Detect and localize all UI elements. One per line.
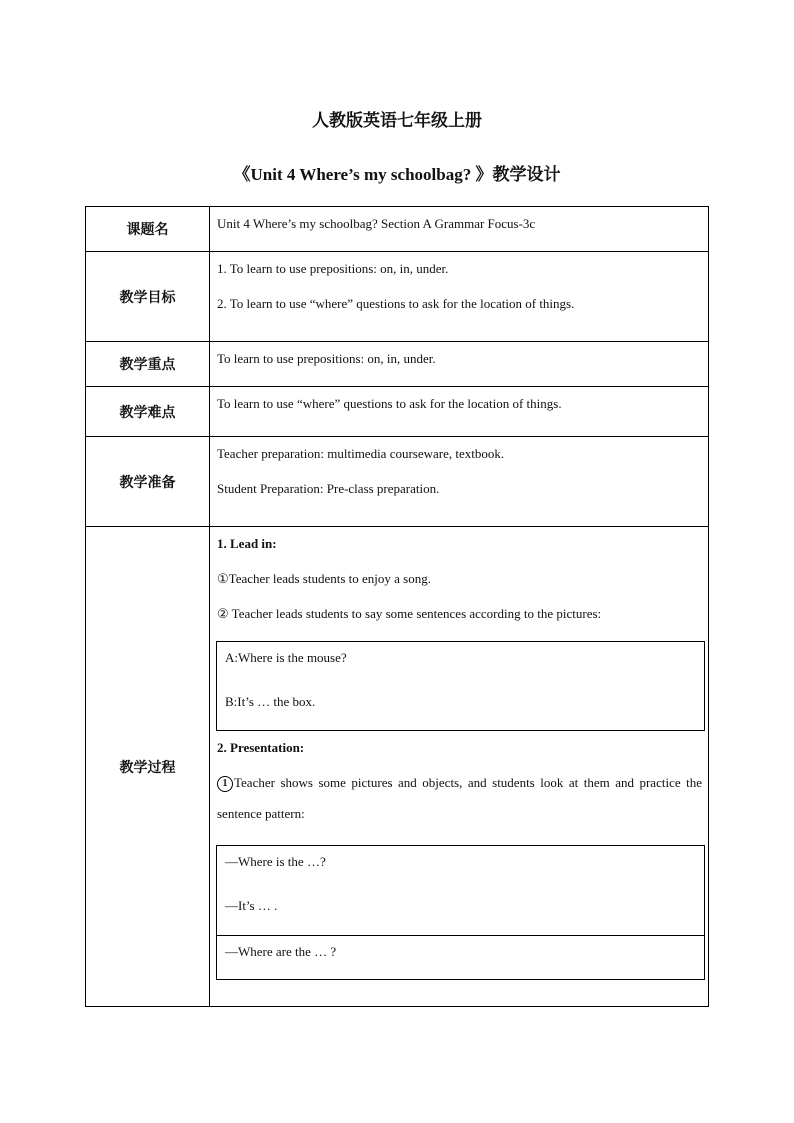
subtitle-chinese: 教学设计: [492, 165, 561, 185]
row-content-objectives: [210, 252, 709, 342]
document-subtitle: [0, 160, 794, 185]
row-label-process: 教学过程: [86, 527, 210, 1007]
preparation-item: Student Preparation: Pre-class preparation.: [217, 481, 440, 496]
row-content-difficulties: [210, 387, 709, 437]
row-content-process: [210, 527, 709, 1007]
preparation-item: Teacher preparation: multimedia courseware, textbook.: [217, 446, 505, 461]
row-label-difficulties: 教学难点: [86, 387, 210, 437]
lead-in-step: ①Teacher leads students to enjoy a song.: [217, 571, 431, 586]
presentation-step: [217, 766, 702, 845]
document-title: 人教版英语七年级上册: [312, 111, 482, 131]
presentation-step-text: Teacher shows some pictures and objects, and students look at them and practice the sentence pattern:: [217, 775, 702, 821]
table-row-key-points: [86, 342, 709, 387]
dialogue-line: B:It’s … the box.: [225, 694, 316, 709]
table-row-objectives: [86, 252, 709, 342]
row-content-preparation: [210, 437, 709, 527]
lead-in-step: ② Teacher leads students to say some sentences according to the pictures:: [217, 606, 602, 621]
table-row-preparation: [86, 437, 709, 527]
row-label-preparation: 教学准备: [86, 437, 210, 527]
presentation-heading: 2. Presentation:: [217, 740, 305, 755]
pattern-line: —Where are the … ?: [217, 935, 704, 979]
dialogue-line: A:Where is the mouse?: [225, 650, 347, 665]
table-row-difficulties: [86, 387, 709, 437]
pattern-line: —It’s … .: [225, 898, 278, 913]
pattern-line: —Where is the …?: [225, 854, 326, 869]
objective-item: 2. To learn to use “where” questions to ask for the location of things.: [217, 296, 575, 311]
key-points-text: To learn to use prepositions: on, in, under.: [217, 351, 436, 366]
row-label-objectives: 教学目标: [86, 252, 210, 342]
lesson-plan-table: [85, 206, 709, 1007]
objective-item: 1. To learn to use prepositions: on, in, under.: [217, 261, 449, 276]
subtitle-english: 《Unit 4 Where’s my schoolbag? 》: [233, 165, 493, 184]
row-label-topic: 课题名: [86, 207, 210, 252]
dialogue-box: [216, 641, 705, 731]
table-row-topic: [86, 207, 709, 252]
row-content-topic: [210, 207, 709, 252]
sentence-pattern-box: [216, 845, 705, 980]
step-number-marker: 1: [217, 776, 233, 792]
difficulties-text: To learn to use “where” questions to ask for the location of things.: [217, 396, 562, 411]
table-row-process: [86, 527, 709, 1007]
topic-text: Unit 4 Where’s my schoolbag? Section A Grammar Focus-3c: [217, 216, 536, 231]
row-label-key-points: 教学重点: [86, 342, 210, 387]
row-content-key-points: [210, 342, 709, 387]
lead-in-heading: 1. Lead in:: [217, 536, 277, 551]
